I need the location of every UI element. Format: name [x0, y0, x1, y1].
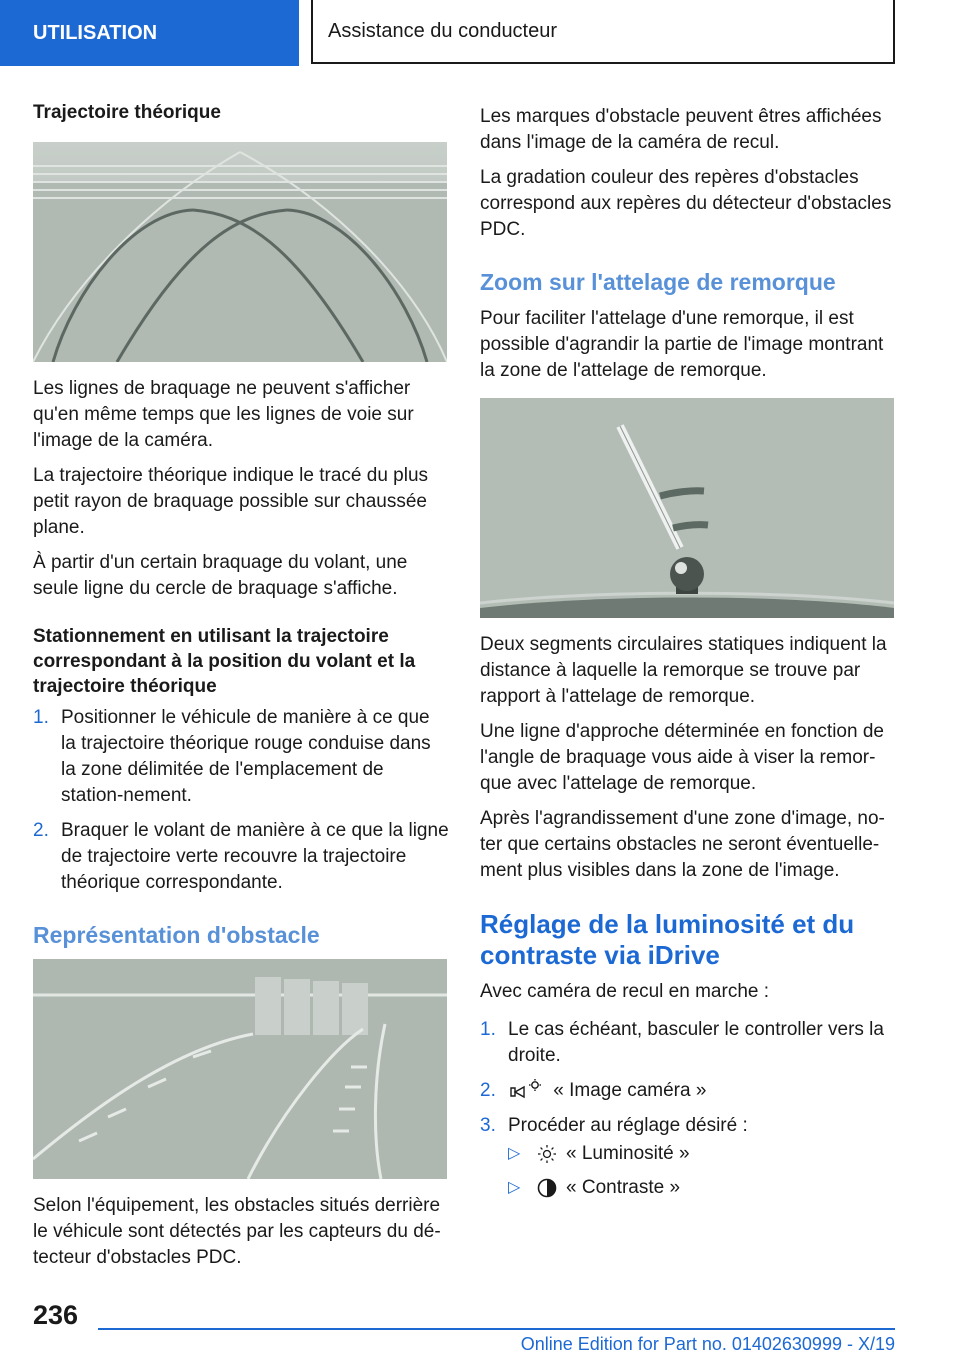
paragraph: Les marques d'obstacle peuvent êtres affichées dans l'image de la caméra de recul.	[480, 106, 882, 153]
substep-marker: ▷	[508, 1179, 521, 1196]
header-chapter-label: Assistance du conducteur	[328, 19, 558, 42]
steps-list	[480, 1017, 896, 1201]
substep-text: « Luminosité »	[566, 1143, 690, 1164]
heading-representation-obstacle: Représentation d'obstacle	[33, 922, 320, 948]
heading-reglage-luminosite: Réglage de la luminosité et du contraste via iDrive	[480, 909, 855, 970]
footer-divider	[98, 1328, 895, 1330]
substeps-list	[508, 1141, 896, 1201]
camera-settings-icon	[508, 1078, 542, 1100]
step-text: Positionner le véhicule de manière à ce que la trajectoire théorique rouge conduise dans la zone délimitée de l'emplacement de station‐nement.	[61, 707, 431, 806]
paragraph: Avec caméra de recul en marche :	[480, 981, 770, 1002]
paragraph: La trajectoire théorique indique le tracé du plus petit rayon de braquage possible sur chaussée plane.	[33, 465, 429, 538]
header-section-label: UTILISATION	[33, 21, 158, 44]
paragraph: La gradation couleur des repères d'obstacles correspond aux repères du détecteur d'obstacles PDC.	[480, 167, 892, 240]
right-column	[480, 104, 896, 1210]
step-text: « Image caméra »	[553, 1080, 707, 1101]
list-item	[480, 1078, 896, 1104]
contrast-icon	[537, 1178, 557, 1198]
left-column	[33, 100, 449, 1280]
step-number: 2.	[480, 1080, 496, 1101]
paragraph: À partir d'un certain braquage du volant, une seule ligne du cercle de braquage s'affiche.	[33, 552, 408, 599]
header-chapter-box	[311, 0, 895, 64]
substep-text: « Contraste »	[566, 1177, 681, 1198]
step-text: Procéder au réglage désiré :	[508, 1115, 748, 1136]
page-number: 236	[33, 1300, 79, 1330]
list-item	[33, 818, 449, 896]
subheading-stationnement: Stationnement en utilisant la trajectoire correspondant à la position du volant et la trajectoire théorique	[33, 626, 416, 697]
step-number: 3.	[480, 1115, 496, 1136]
header-section-tab	[0, 0, 299, 66]
substep-marker: ▷	[508, 1145, 521, 1162]
figure-representation-obstacle	[33, 959, 447, 1179]
list-item	[480, 1017, 896, 1069]
list-item	[508, 1141, 896, 1167]
paragraph: Selon l'équipement, les obstacles situés derrière le véhicule sont détectés par les capteurs du dé‐tecteur d'obstacles PDC.	[33, 1195, 441, 1268]
paragraph: Une ligne d'approche déterminée en fonction de l'angle de braquage vous aide à viser la remor‐que avec l'attelage de remorque.	[480, 721, 884, 794]
step-number: 1.	[33, 707, 49, 728]
paragraph: Deux segments circulaires statiques indiquent la distance à laquelle la remorque se trouve par rapport à l'attelage de remorque.	[480, 634, 887, 707]
heading-trajectoire-theorique: Trajectoire théorique	[33, 102, 221, 123]
steps-list	[33, 705, 449, 896]
paragraph: Les lignes de braquage ne peuvent s'afficher qu'en même temps que les lignes de voie sur l'image de la caméra.	[33, 378, 414, 451]
step-number: 1.	[480, 1019, 496, 1040]
step-text: Braquer le volant de manière à ce que la ligne de trajectoire verte recouvre la trajectoire théorique correspondante.	[61, 820, 449, 893]
paragraph: Après l'agrandissement d'une zone d'image, no‐ter que certains obstacles ne seront éventuelle‐ment plus visibles dans la zone de l'image.	[480, 808, 885, 881]
heading-zoom-attelage: Zoom sur l'attelage de remorque	[480, 269, 836, 295]
brightness-icon	[537, 1144, 557, 1164]
list-item	[508, 1175, 896, 1201]
step-number: 2.	[33, 820, 49, 841]
list-item	[33, 705, 449, 809]
list-item	[480, 1113, 896, 1201]
step-text: Le cas échéant, basculer le controller vers la droite.	[508, 1019, 884, 1066]
figure-zoom-attelage	[480, 398, 894, 618]
footer-edition: Online Edition for Part no. 01402630999 - X/19	[520, 1334, 895, 1354]
paragraph: Pour faciliter l'attelage d'une remorque, il est possible d'agrandir la partie de l'image montrant la zone de l'attelage de remorque.	[480, 308, 884, 381]
figure-trajectoire-theorique	[33, 142, 447, 362]
